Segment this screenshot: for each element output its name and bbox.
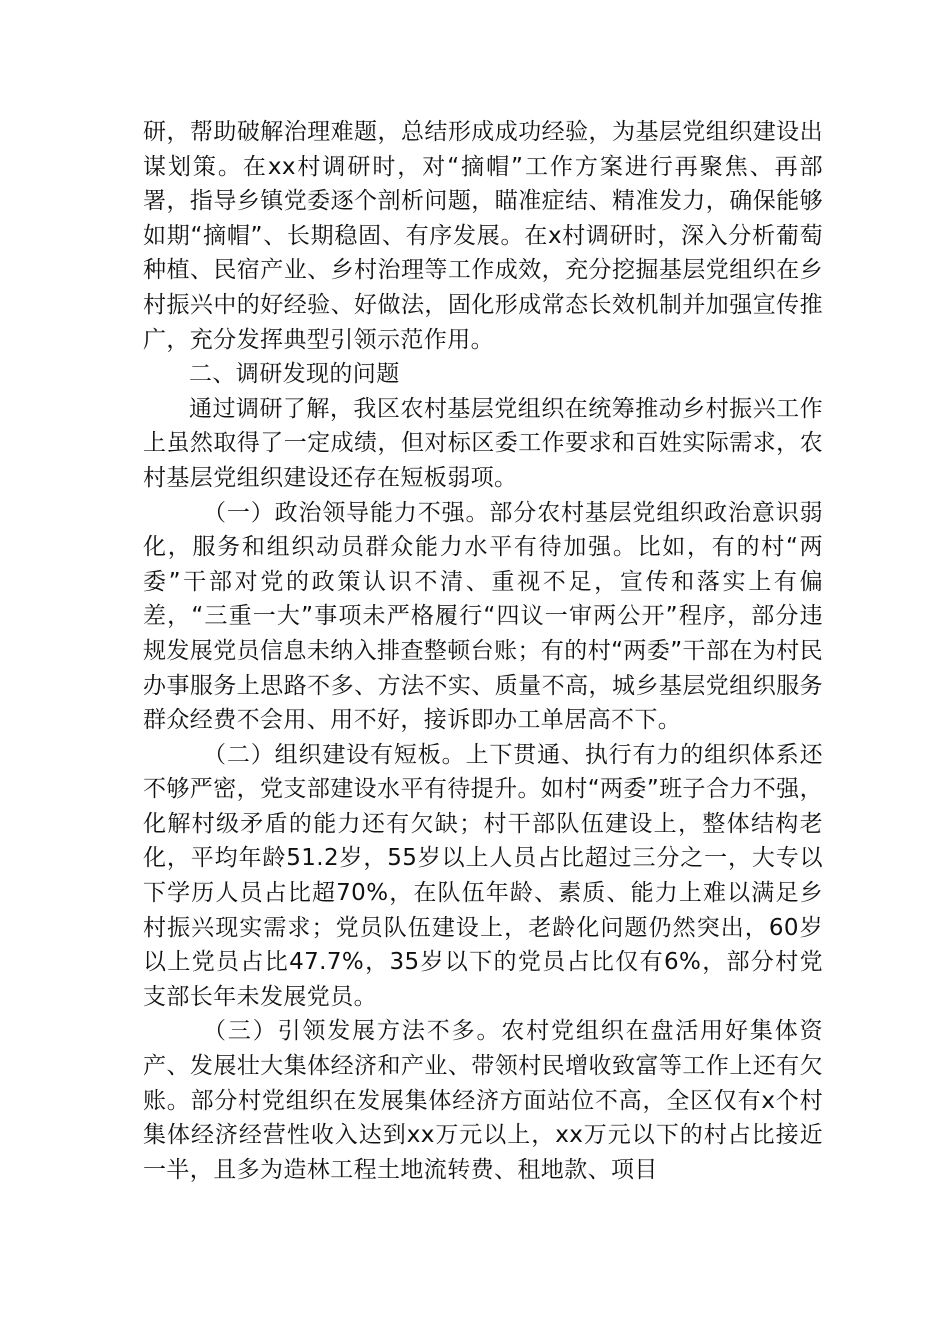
paragraph-issue-political-leadership: （一）政治领导能力不强。部分农村基层党组织政治意识弱化，服务和组织动员群众能力水平有待加强。比如，有的村“两委”干部对党的政策认识不清、重视不足，宣传和落实上有偏差，“三重一大”事项未严格履行“四议一审两公开”程序，部分违规发展党员信息未纳入排查整顿台账；有的村“两委”干部在为村民办事服务上思路不多、方法不实、质量不高，城乡基层党组织服务群众经费不会用、用不好，接诉即办工单居高不下。 <box>143 499 823 734</box>
paragraph-issue-development: （三）引领发展方法不多。农村党组织在盘活用好集体资产、发展壮大集体经济和产业、带领村民增收致富等工作上还有欠账。部分村党组织在发展集体经济方面站位不高，全区仅有x个村集体经济经营性收入达到xx万元以上，xx万元以下的村占比接近一半，且多为造林工程土地流转费、租地款、项目 <box>143 1018 823 1183</box>
paragraph-issue-organization: （二）组织建设有短板。上下贯通、执行有力的组织体系还不够严密，党支部建设水平有待提升。如村“两委”班子合力不强，化解村级矛盾的能力还有欠缺；村干部队伍建设上，整体结构老化，平均年龄51.2岁，55岁以上人员占比超过三分之一，大专以下学历人员占比超70%，在队伍年龄、素质、能力上难以满足乡村振兴现实需求；党员队伍建设上，老龄化问题仍然突出，60岁以上党员占比47.7%，35岁以下的党员占比仅有6%，部分村党支部长年未发展党员。 <box>143 741 823 1010</box>
paragraph-intro: 通过调研了解，我区农村基层党组织在统筹推动乡村振兴工作上虽然取得了一定成绩，但对标区委工作要求和百姓实际需求，农村基层党组织建设还存在短板弱项。 <box>143 395 823 491</box>
document-page <box>143 115 823 1235</box>
section-heading: 二、调研发现的问题 <box>189 361 400 388</box>
paragraph-continuation: 研，帮助破解治理难题，总结形成成功经验，为基层党组织建设出谋划策。在xx村调研时，对“摘帽”工作方案进行再聚焦、再部署，指导乡镇党委逐个剖析问题，瞄准症结、精准发力，确保能够如期“摘帽”、长期稳固、有序发展。在x村调研时，深入分析葡萄种植、民宿产业、乡村治理等工作成效，充分挖掘基层党组织在乡村振兴中的好经验、好做法，固化形成常态长效机制并加强宣传推广，充分发挥典型引领示范作用。 <box>143 119 823 353</box>
